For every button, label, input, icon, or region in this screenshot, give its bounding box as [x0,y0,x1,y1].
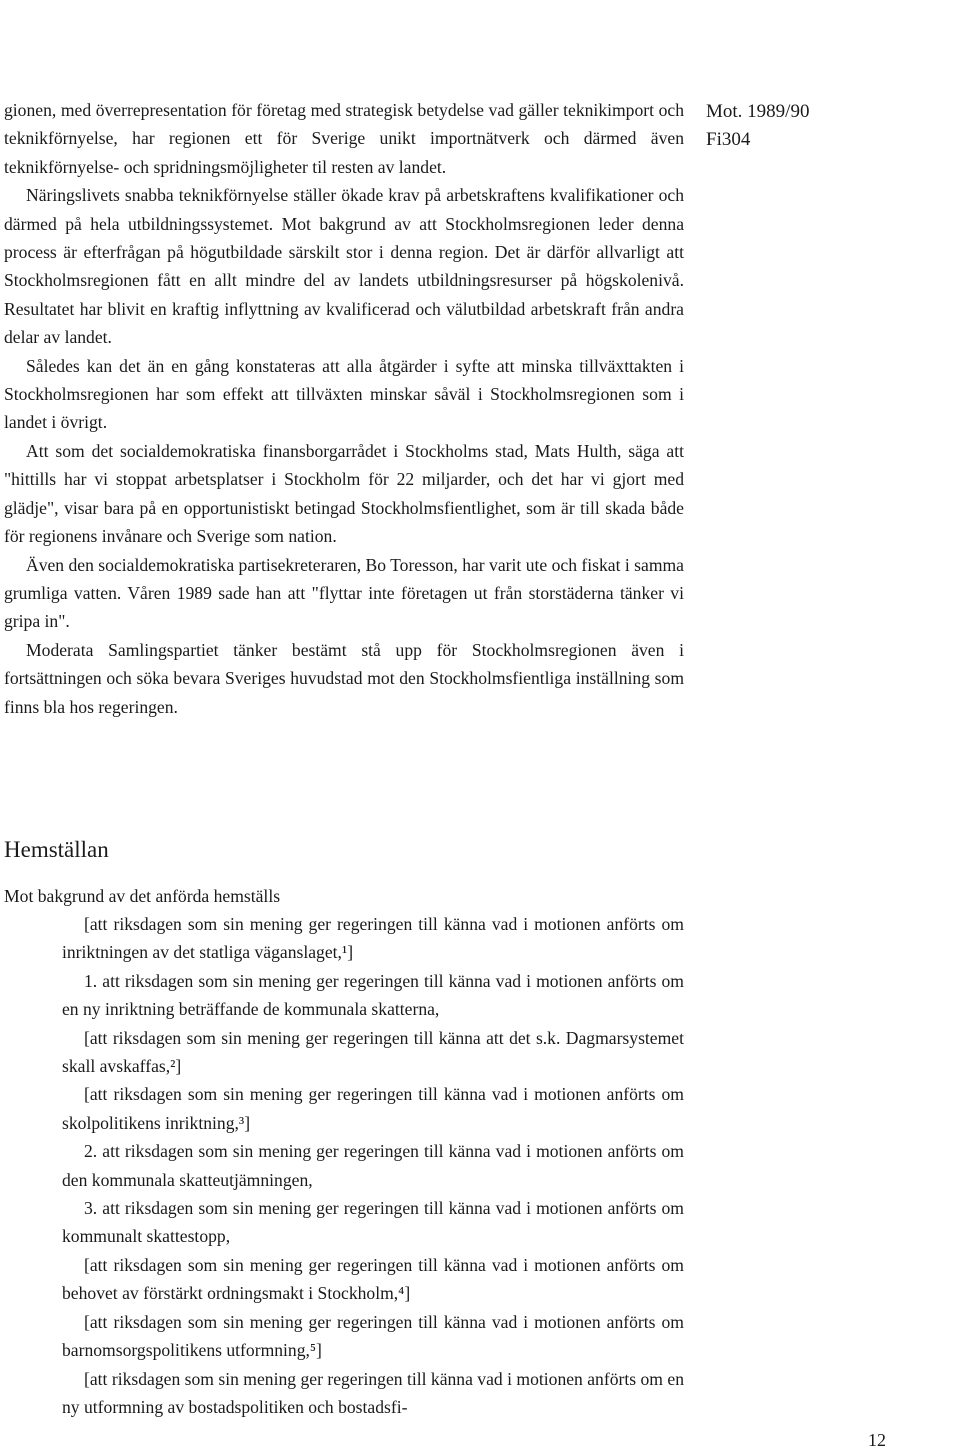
list-item: 2. att riksdagen som sin mening ger regeringen till känna vad i motionen anförts om den kommunala skatteutjämningen, [62,1141,684,1190]
list-item: [att riksdagen som sin mening ger regeringen till känna vad i motionen anförts om inriktningen av det statliga väganslaget,¹] [62,914,684,963]
list-item: 1. att riksdagen som sin mening ger regeringen till känna vad i motionen anförts om en ny inriktning beträffande de kommunala skatterna, [62,970,684,1020]
hemstallan-list [62,910,684,1421]
paragraph-4: Att som det socialdemokratiska finansborgarrådet i Stockholms stad, Mats Hulth, säga att "hittills har vi stoppat arbetsplatser i Stockholm för 22 miljarder, och det har vi gjort med glädje", visar bara på en opportunistiskt betingad Stockholmsfientlighet, som är till skada både för regionens invånare och Sverige som nation. [4,440,684,547]
list-item: [att riksdagen som sin mening ger regeringen till känna vad i motionen anförts om skolpolitikens inriktning,³] [62,1084,684,1133]
motion-label: Mot. 1989/90 [706,101,810,122]
paragraph-3: Således kan det än en gång konstateras att alla åtgärder i syfte att minska tillväxttakten i Stockholmsregionen har som effekt att tillväxten minskar såväl i Stockholmsregionen som i landet i övrigt. [4,355,684,433]
paragraph-2: Näringslivets snabba teknikförnyelse ställer ökade krav på arbetskraftens kvalifikationer och därmed på hela utbildningssystemet. Mot bakgrund av att Stockholmsregionen leder denna process är efterfrågan på högutbildade särskilt stor i denna region. Det är därför allvarligt att Stockholmsregionen fått en allt mindre del av landets utbildningsresurser på högskolenivå. Resultatet har blivit en kraftig inflyttning av kvalificerad och välutbildad arbetskraft från andra delar av landet. [4,185,684,348]
motion-code: Fi304 [706,129,751,150]
list-item: [att riksdagen som sin mening ger regeringen till känna vad i motionen anförts om en ny utformning av bostadspolitiken och bostadsfi- [62,1368,684,1417]
paragraph-1: gionen, med överrepresentation för företag med strategisk betydelse vad gäller teknikimport och teknikförnyelse, har regionen ett för Sverige unikt importnätverk och därmed även teknikförnyelse- och spridningsmöjligheter til resten av landet. [4,100,684,177]
list-item: 3. att riksdagen som sin mening ger regeringen till känna vad i motionen anförts om kommunalt skattestopp, [62,1198,684,1247]
body-text [4,96,684,721]
list-item: [att riksdagen som sin mening ger regeringen till känna vad i motionen anförts om behovet av förstärkt ordningsmakt i Stockholm,⁴] [62,1254,684,1304]
list-item: [att riksdagen som sin mening ger regeringen till känna att det s.k. Dagmarsystemet skall avskaffas,²] [62,1027,684,1077]
paragraph-6: Moderata Samlingspartiet tänker bestämt stå upp för Stockholmsregionen även i fortsättningen och söka bevara Sveriges huvudstad mot den Stockholmsfientliga inställning som finns bla hos regeringen. [4,639,684,717]
page-number: 12 [868,1430,886,1450]
paragraph-5: Även den socialdemokratiska partisekreteraren, Bo Toresson, har varit ute och fiskat i samma grumliga vatten. Våren 1989 sade han att "flyttar inte företagen ut från storstäderna tänker vi gripa in". [4,554,684,632]
section-heading: Hemställan [4,837,109,862]
hemstallan-intro: Mot bakgrund av det anförda hemställs [4,886,281,906]
list-item: [att riksdagen som sin mening ger regeringen till känna vad i motionen anförts om barnomsorgspolitikens utformning,⁵] [62,1311,684,1361]
motion-reference [706,98,809,154]
